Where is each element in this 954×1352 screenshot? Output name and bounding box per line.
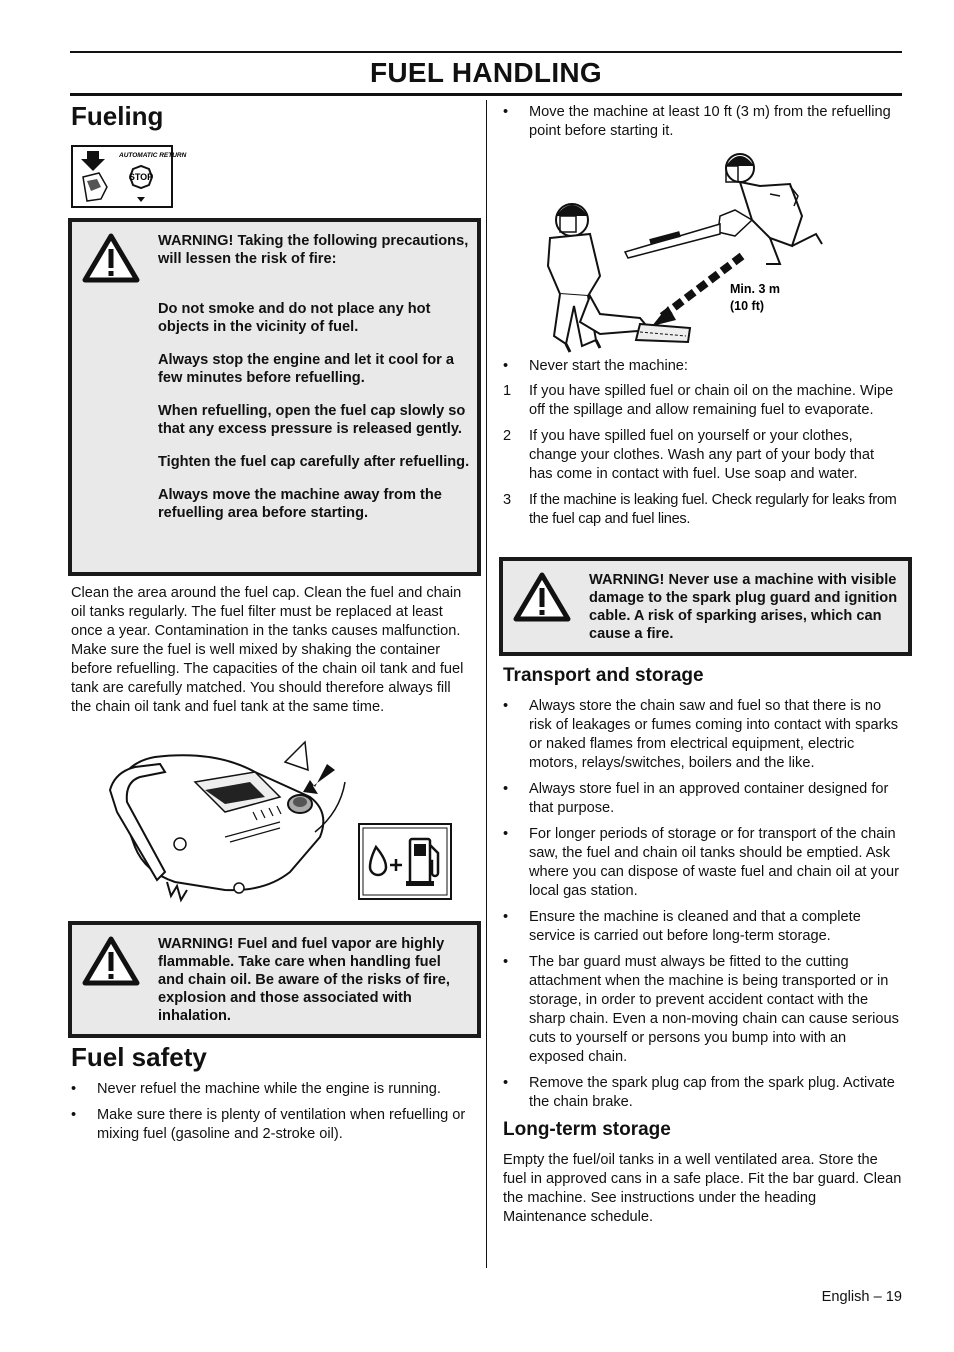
list-item: • Ensure the machine is cleaned and that a complete service is carried out before long-term storage. <box>503 909 861 944</box>
transport-list <box>503 697 901 1119</box>
warning1-line: Tighten the fuel cap carefully after refuelling. <box>158 454 470 470</box>
chainsaw-icon <box>105 742 365 912</box>
distance-label-metric: Min. 3 m <box>730 282 781 296</box>
warning3-text: WARNING! Never use a machine with visible damage to the spark plug guard and ignition cable. A risk of sparking arises, which can cause a fire. <box>589 572 898 642</box>
fuel-cap-paragraph: Clean the area around the fuel cap. Clean the fuel and chain oil tanks regularly. The fuel filter must be replaced at least once a year. Contamination in the tanks causes malfunction. Make sure the fuel is well mixed by shaking the container before refuelling. The capacities of the chain oil tank and fuel tank are carefully matched. You should therefore always fill the chain oil tank and fuel tank at the same time. <box>71 585 464 715</box>
numbered-item: 1 If you have spilled fuel or chain oil on the machine. Wipe off the spillage and allow remaining fuel to evaporate. <box>503 383 894 418</box>
move-machine-list <box>503 103 901 148</box>
warning2-text: WARNING! Fuel and fuel vapor are highly flammable. Take care when handling fuel and chain oil. Be aware of the risks of fire, explosion and those associated with inhalation. <box>158 936 450 1024</box>
never-start-list <box>503 357 901 383</box>
fuel-oil-symbol <box>358 823 452 900</box>
distance-label-imperial: (10 ft) <box>730 299 765 313</box>
transport-heading: Transport and storage <box>503 665 704 686</box>
column-divider <box>486 100 487 1268</box>
warning-box-spark-plug <box>499 557 912 656</box>
stop-label: STOP <box>128 172 154 182</box>
page-footer: English – 19 <box>821 1289 902 1305</box>
warning-box-flammable <box>68 921 481 1038</box>
never-start-numbered <box>503 382 901 536</box>
symbol-caption: AUTOMATIC RETURN <box>119 152 187 159</box>
longterm-heading: Long-term storage <box>503 1119 671 1140</box>
fuel-safety-list <box>71 1080 473 1151</box>
workers-distance-icon <box>530 146 830 352</box>
warning-triangle-icon <box>82 232 140 284</box>
list-item: • Always store fuel in an approved container designed for that purpose. <box>503 781 889 816</box>
list-item: • Move the machine at least 10 ft (3 m) from the refuelling point before starting it. <box>503 104 891 139</box>
list-item: • Never refuel the machine while the engine is running. <box>71 1081 441 1097</box>
list-item: • Always store the chain saw and fuel so that there is no risk of leakages or fumes coming into contact with sparks or naked flames from electrical equipment, electric motors, relays/switches, boilers and the like. <box>503 698 899 771</box>
warning-box-fire-precautions <box>68 218 481 576</box>
warning1-text <box>158 232 470 522</box>
chainsaw-stop-icon <box>73 147 187 206</box>
list-item: • Make sure there is plenty of ventilation when refuelling or mixing fuel (gasoline and 2-stroke oil). <box>71 1107 466 1142</box>
warning1-line: Always stop the engine and let it cool for a few minutes before refuelling. <box>158 352 454 386</box>
warning1-line: WARNING! Taking the following precautions, will lessen the risk of fire: <box>158 233 469 267</box>
fuel-safety-heading: Fuel safety <box>71 1042 207 1072</box>
list-item: • Remove the spark plug cap from the spark plug. Activate the chain brake. <box>503 1075 895 1110</box>
list-item: • Never start the machine: <box>503 358 688 374</box>
warning-triangle-icon <box>513 571 571 623</box>
top-rule <box>70 51 902 53</box>
list-item: • For longer periods of storage or for transport of the chain saw, the fuel and chain oil tanks should be emptied. Ask where you can dispose of waste fuel and chain oil at your local gas station. <box>503 826 899 899</box>
header-underline <box>70 93 902 96</box>
longterm-paragraph: Empty the fuel/oil tanks in a well ventilated area. Store the fuel in approved cans in a safe place. Fit the bar guard. Clean the machine. See instructions under the heading Maintenance schedule. <box>503 1152 902 1225</box>
warning1-line: Do not smoke and do not place any hot objects in the vicinity of fuel. <box>158 301 431 335</box>
fueling-heading: Fueling <box>71 101 164 131</box>
warning1-line: Always move the machine away from the refuelling area before starting. <box>158 487 442 521</box>
list-item: • The bar guard must always be fitted to the cutting attachment when the machine is being transported or in storage, in order to prevent accident contact with the sharp chain. Even a non-moving chain can cause serious cuts to yourself or persons you bump into with an exposed chain. <box>503 954 899 1065</box>
numbered-item: 2 If you have spilled fuel on yourself or your clothes, change your clothes. Wash any part of your body that has come in contact with fuel. Use soap and water. <box>503 428 875 482</box>
numbered-item: 3 If the machine is leaking fuel. Check regularly for leaks from the fuel cap and fuel lines. <box>503 492 897 527</box>
page-title: FUEL HANDLING <box>369 57 603 88</box>
warning1-line: When refuelling, open the fuel cap slowly so that any excess pressure is released gently. <box>158 403 466 437</box>
automatic-return-symbol <box>71 145 187 208</box>
chainsaw-fuel-cap-illustration <box>105 742 365 912</box>
fuel-pump-icon <box>360 825 450 898</box>
warning-triangle-icon <box>82 935 140 987</box>
refuelling-distance-illustration <box>530 146 830 352</box>
